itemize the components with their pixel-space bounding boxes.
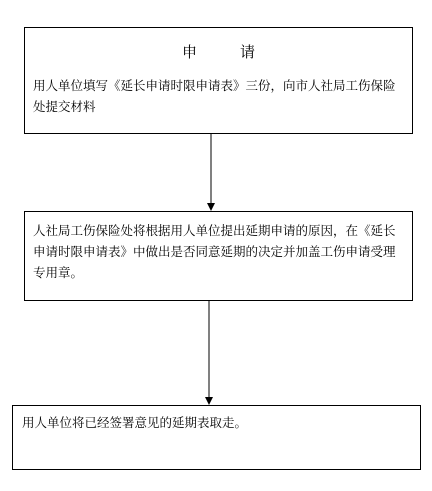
flow-step-collect xyxy=(12,405,421,470)
step-description: 用人单位将已经签署意见的延期表取走。 xyxy=(22,415,248,430)
arrow-step2-to-step3 xyxy=(205,301,213,405)
flow-step-apply xyxy=(24,27,413,134)
flow-step-review xyxy=(24,211,413,301)
step-description: 人社局工伤保险处将根据用人单位提出延期申请的原因，在《延长申请时限申请表》中做出是否同意延期的决定并加盖工伤申请受理专用章。 xyxy=(33,223,396,280)
step-title: 申 请 xyxy=(181,43,269,61)
arrow-step1-to-step2 xyxy=(207,134,215,211)
step-description: 用人单位填写《延长申请时限申请表》三份，向市人社局工伤保险处提交材料 xyxy=(33,78,396,114)
